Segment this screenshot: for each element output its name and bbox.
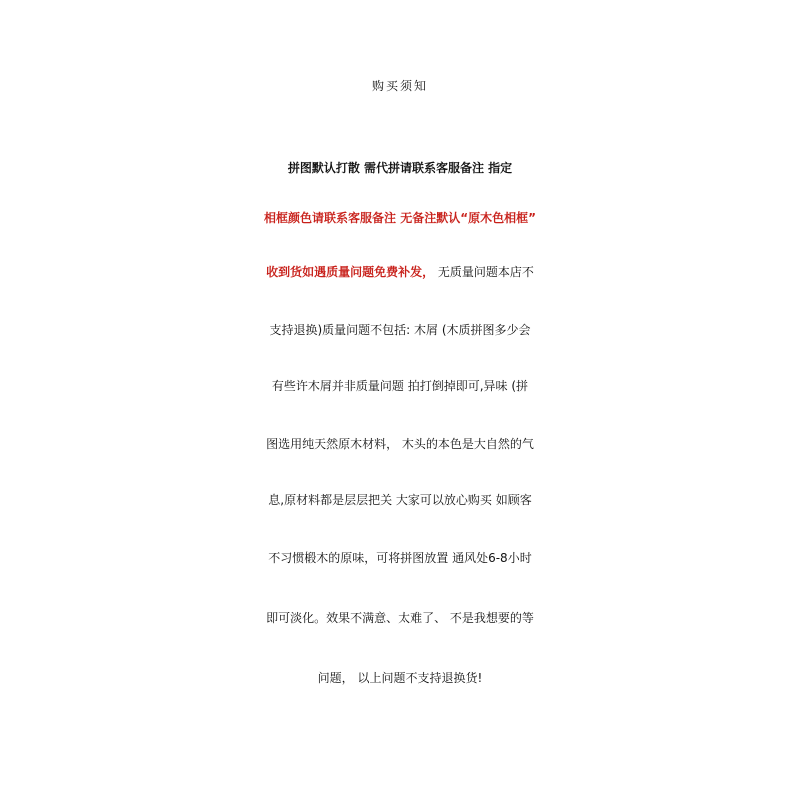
notice-line-7 [0,482,800,518]
no-quality-issue-text: 无质量问题本店不 [434,265,534,279]
notice-line-5-text: 有些许木屑并非质量问题 拍打倒掉即可,异味 (拼 [271,379,529,393]
notice-line-4 [0,312,800,348]
notice-line-8 [0,540,800,576]
notice-line-8-text: 不习惯椴木的原味，可将拼图放置 通风处6-8小时 [268,551,532,565]
notice-line-5 [0,368,800,404]
notice-line-1-text: 拼图默认打散 需代拼请联系客服备注 指定 [287,161,513,175]
notice-line-6 [0,426,800,462]
notice-line-2-text: 相框颜色请联系客服备注 无备注默认“原木色相框” [264,211,536,225]
notice-line-2-frame-color [0,200,800,236]
notice-line-6-text: 图选用纯天然原木材料， 木头的本色是大自然的气 [266,437,534,451]
notice-line-3 [0,254,800,290]
notice-line-1 [0,150,800,186]
notice-line-4-text: 支持退换)质量问题不包括: 木屑 (木质拼图多少会 [269,323,531,337]
notice-line-10 [0,660,800,696]
notice-line-9-text: 即可淡化。效果不满意、太难了、 不是我想要的等 [266,611,534,625]
page-title: 购买须知 [371,79,428,93]
notice-line-9 [0,600,800,636]
free-replacement-text: 收到货如遇质量问题免费补发， [266,265,435,279]
notice-line-7-text: 息,原材料都是层层把关 大家可以放心购买 如顾客 [268,493,532,507]
notice-line-10-text: 问题， 以上问题不支持退换货! [317,671,483,685]
